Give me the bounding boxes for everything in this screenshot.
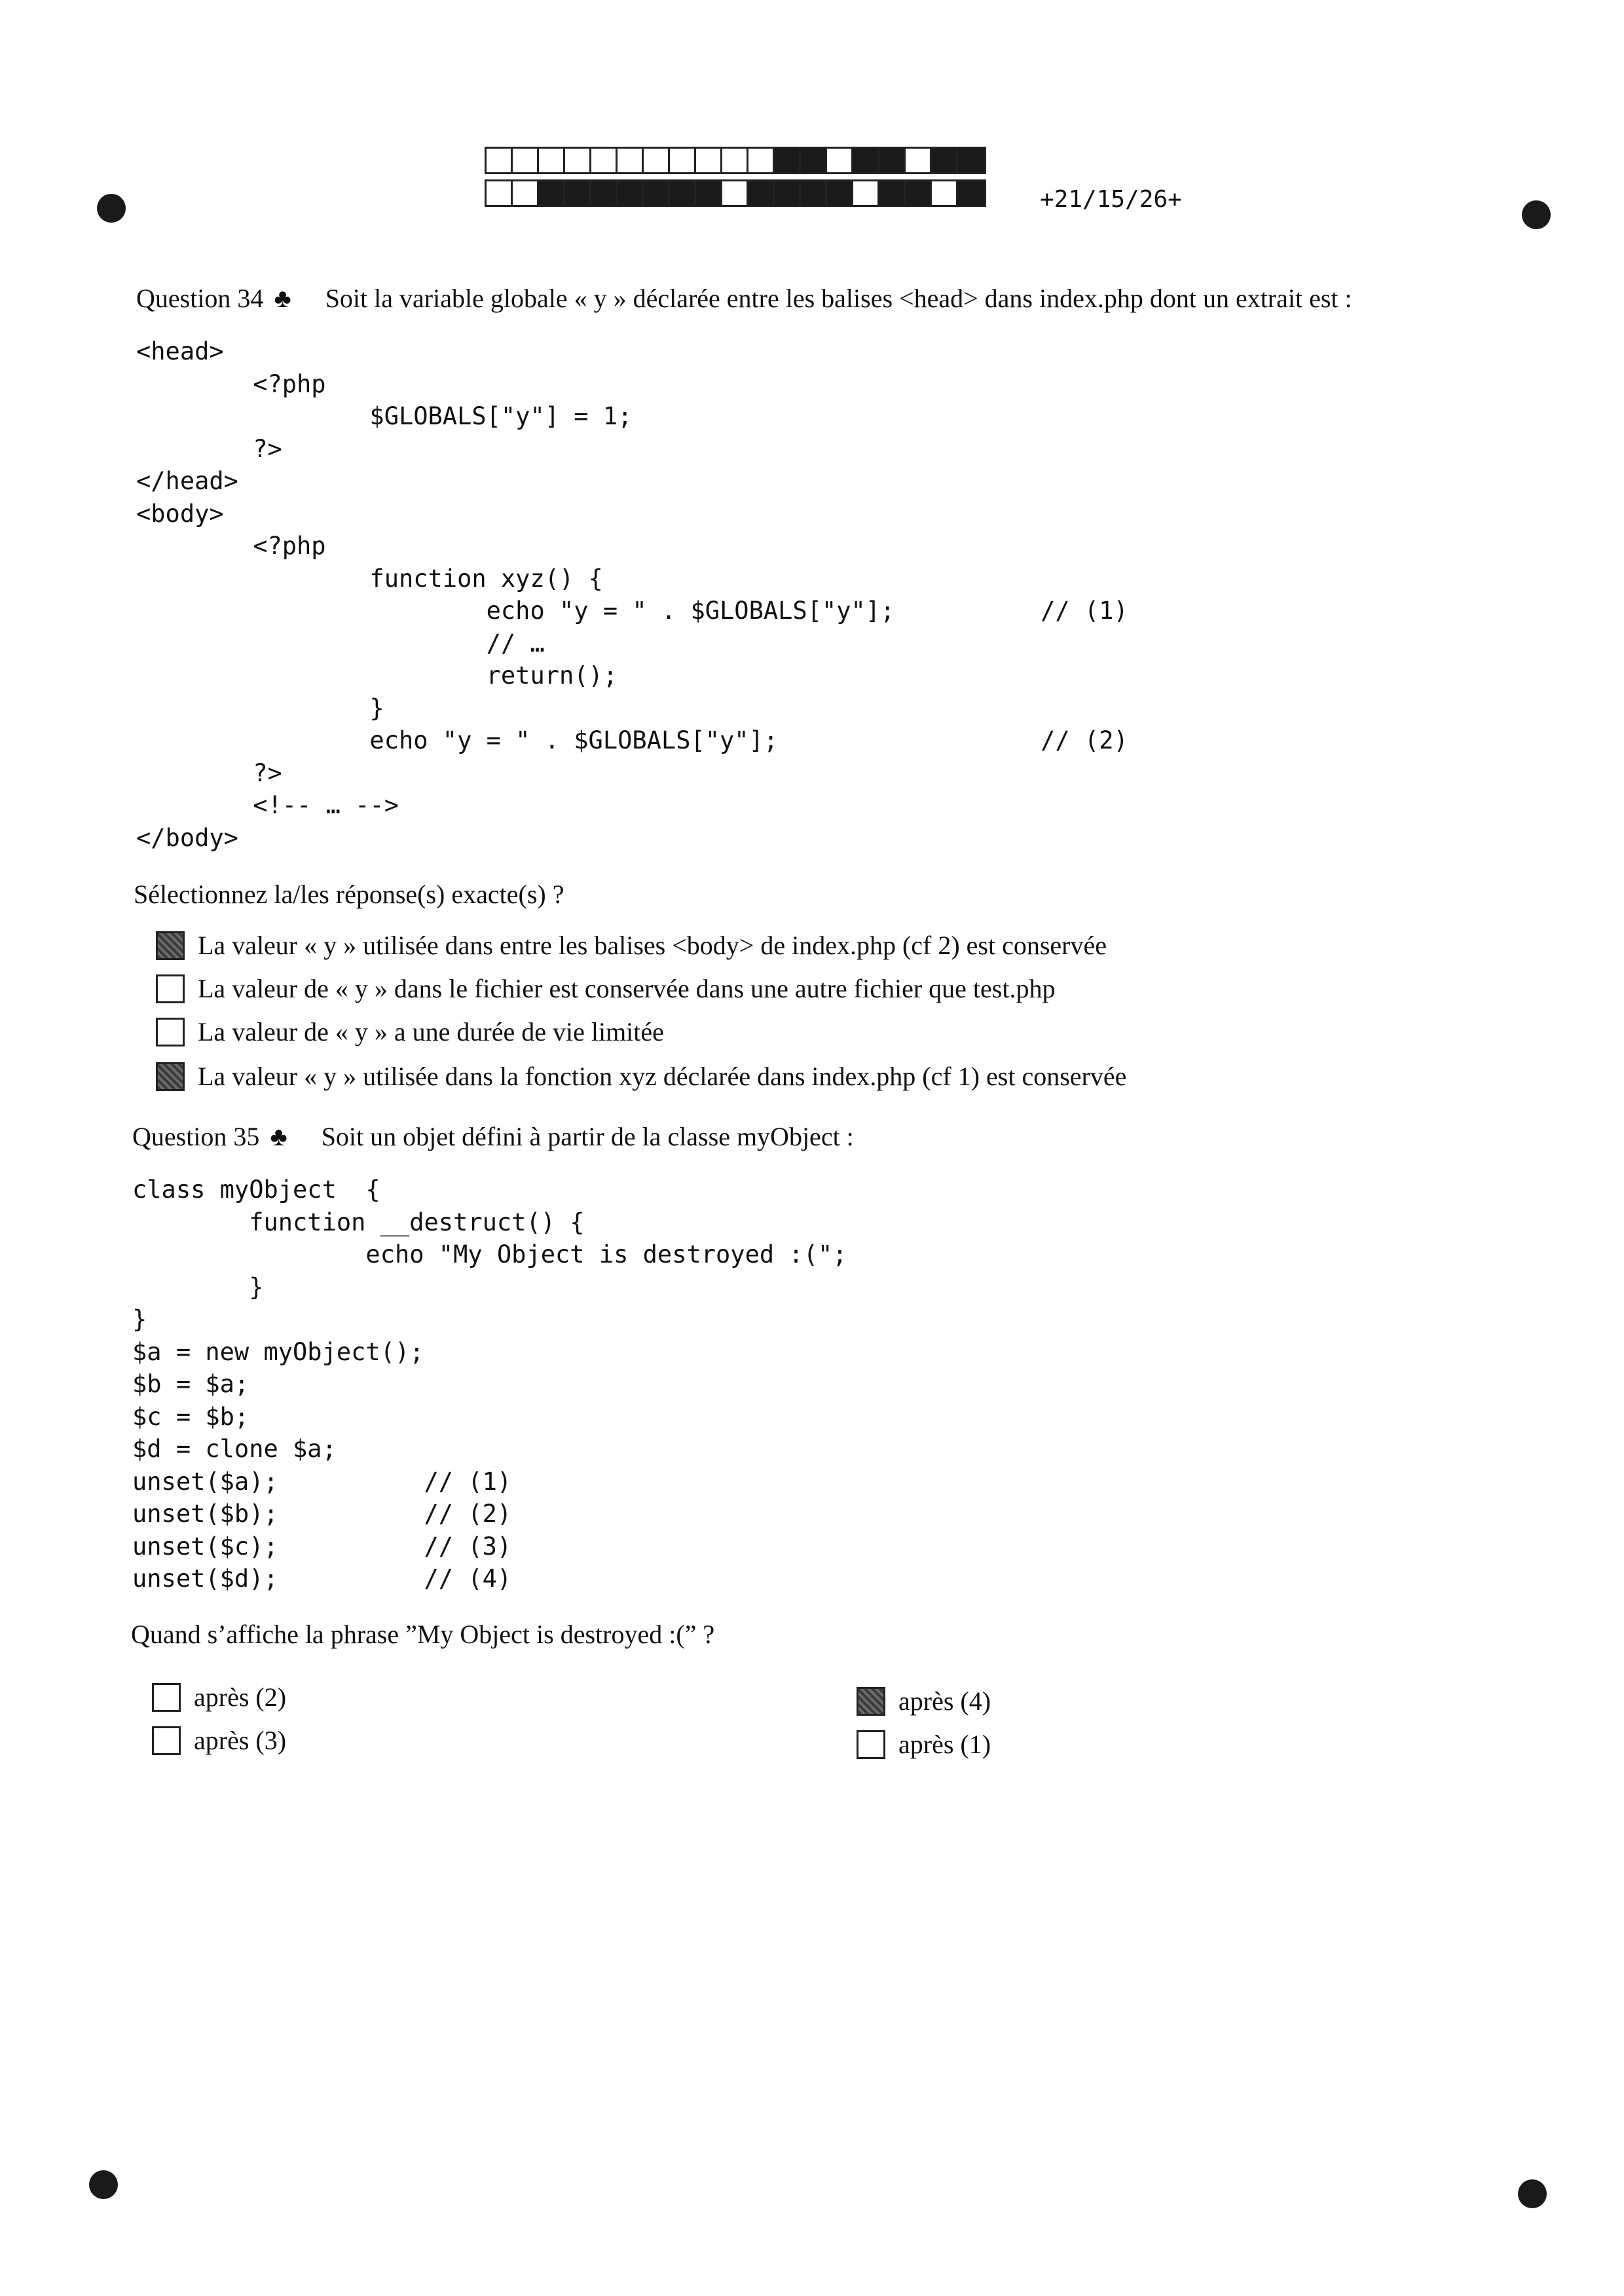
barcode-cell bbox=[958, 181, 984, 205]
question-34-instruction: Sélectionnez la/les réponse(s) exacte(s) ? bbox=[134, 880, 564, 909]
barcode-cell bbox=[722, 149, 748, 172]
barcode-cell bbox=[618, 181, 644, 205]
barcode-bottom bbox=[485, 179, 986, 207]
answer-text: après (1) bbox=[898, 1730, 991, 1759]
barcode-cell bbox=[879, 149, 906, 172]
q35-answer-4[interactable] bbox=[857, 1729, 991, 1760]
barcode-cell bbox=[853, 181, 879, 205]
checkbox[interactable] bbox=[152, 1683, 181, 1712]
checkbox[interactable] bbox=[857, 1687, 885, 1716]
answer-text: La valeur « y » utilisée dans entre les balises <body> de index.php (cf 2) est conservée bbox=[198, 931, 1107, 960]
barcode-cell bbox=[591, 181, 618, 205]
barcode-cell bbox=[906, 149, 932, 172]
barcode-cell bbox=[539, 181, 565, 205]
checkbox[interactable] bbox=[152, 1726, 181, 1755]
question-35-instruction: Quand s’affiche la phrase ”My Object is destroyed :(” ? bbox=[131, 1620, 715, 1649]
registration-mark-top-right bbox=[1522, 200, 1551, 229]
barcode-cell bbox=[644, 181, 670, 205]
club-icon: ♣ bbox=[270, 1122, 287, 1151]
barcode-cell bbox=[513, 149, 539, 172]
barcode-cell bbox=[513, 181, 539, 205]
question-34-code: <head> <?php $GLOBALS["y"] = 1; ?> </head> <body> <?php function xyz() { echo "y = " . $GLOBALS["y"]; // (1) // … return(); } echo "y = " . $GLOBALS["y"]; // (2) ?> <!-- … --> </body> bbox=[136, 337, 1128, 852]
barcode-cell bbox=[696, 149, 722, 172]
checkbox[interactable] bbox=[156, 1018, 185, 1046]
checkbox[interactable] bbox=[156, 931, 185, 960]
barcode-cell bbox=[932, 181, 958, 205]
barcode-cell bbox=[879, 181, 906, 205]
registration-mark-bottom-left bbox=[89, 2170, 118, 2199]
barcode-cell bbox=[906, 181, 932, 205]
barcode-top bbox=[485, 147, 986, 174]
club-icon: ♣ bbox=[274, 284, 291, 313]
q34-answer-2[interactable] bbox=[156, 973, 1055, 1004]
barcode-cell bbox=[644, 149, 670, 172]
barcode-cell bbox=[748, 181, 775, 205]
barcode-cell bbox=[748, 149, 775, 172]
barcode-cell bbox=[853, 149, 879, 172]
q35-answer-2[interactable] bbox=[152, 1725, 286, 1756]
answer-text: après (4) bbox=[898, 1686, 991, 1716]
barcode-cell bbox=[827, 181, 853, 205]
registration-mark-top-left bbox=[97, 194, 126, 223]
question-34-header bbox=[136, 283, 1511, 314]
barcode-cell bbox=[827, 149, 853, 172]
barcode-cell bbox=[565, 181, 591, 205]
barcode-cell bbox=[670, 181, 696, 205]
barcode-cell bbox=[775, 181, 801, 205]
q34-answer-4[interactable] bbox=[156, 1061, 1126, 1092]
answer-text: après (3) bbox=[194, 1726, 287, 1755]
barcode-cell bbox=[958, 149, 984, 172]
q35-answer-1[interactable] bbox=[152, 1682, 286, 1713]
question-35-prompt: Soit un objet défini à partir de la classe myObject : bbox=[321, 1122, 854, 1151]
barcode-cell bbox=[696, 181, 722, 205]
barcode-cell bbox=[670, 149, 696, 172]
barcode-cell bbox=[487, 181, 513, 205]
question-35-code: class myObject { function __destruct() { echo "My Object is destroyed :("; } } $a = new myObject(); $b = $a; $c = $b; $d = clone $a; unset($a); // (1) unset($b); // (2) unset($c); // (3) unset($d); // (4) bbox=[132, 1176, 847, 1593]
page-id: +21/15/26+ bbox=[1040, 186, 1182, 213]
q34-answer-3[interactable] bbox=[156, 1016, 664, 1047]
barcode-cell bbox=[539, 149, 565, 172]
question-34-label: Question 34 bbox=[136, 284, 264, 313]
barcode-cell bbox=[618, 149, 644, 172]
barcode-cell bbox=[722, 181, 748, 205]
barcode-cell bbox=[487, 149, 513, 172]
answer-text: après (2) bbox=[194, 1682, 287, 1712]
q34-answer-1[interactable] bbox=[156, 930, 1107, 961]
q35-answer-3[interactable] bbox=[857, 1686, 991, 1716]
question-35-header bbox=[132, 1121, 1507, 1152]
checkbox[interactable] bbox=[857, 1730, 885, 1759]
barcode-cell bbox=[932, 149, 958, 172]
answer-text: La valeur « y » utilisée dans la fonction xyz déclarée dans index.php (cf 1) est conservée bbox=[198, 1062, 1127, 1091]
barcode-cell bbox=[801, 149, 827, 172]
question-35-label: Question 35 bbox=[132, 1122, 260, 1151]
checkbox[interactable] bbox=[156, 974, 185, 1003]
checkbox[interactable] bbox=[156, 1062, 185, 1091]
barcode-cell bbox=[591, 149, 618, 172]
barcode-cell bbox=[801, 181, 827, 205]
registration-mark-bottom-right bbox=[1518, 2179, 1547, 2208]
barcode-cell bbox=[775, 149, 801, 172]
answer-text: La valeur de « y » dans le fichier est conservée dans une autre fichier que test.php bbox=[198, 974, 1056, 1003]
barcode-cell bbox=[565, 149, 591, 172]
question-34-prompt: Soit la variable globale « y » déclarée entre les balises <head> dans index.php dont un extrait est : bbox=[325, 284, 1352, 313]
answer-text: La valeur de « y » a une durée de vie limitée bbox=[198, 1017, 664, 1046]
